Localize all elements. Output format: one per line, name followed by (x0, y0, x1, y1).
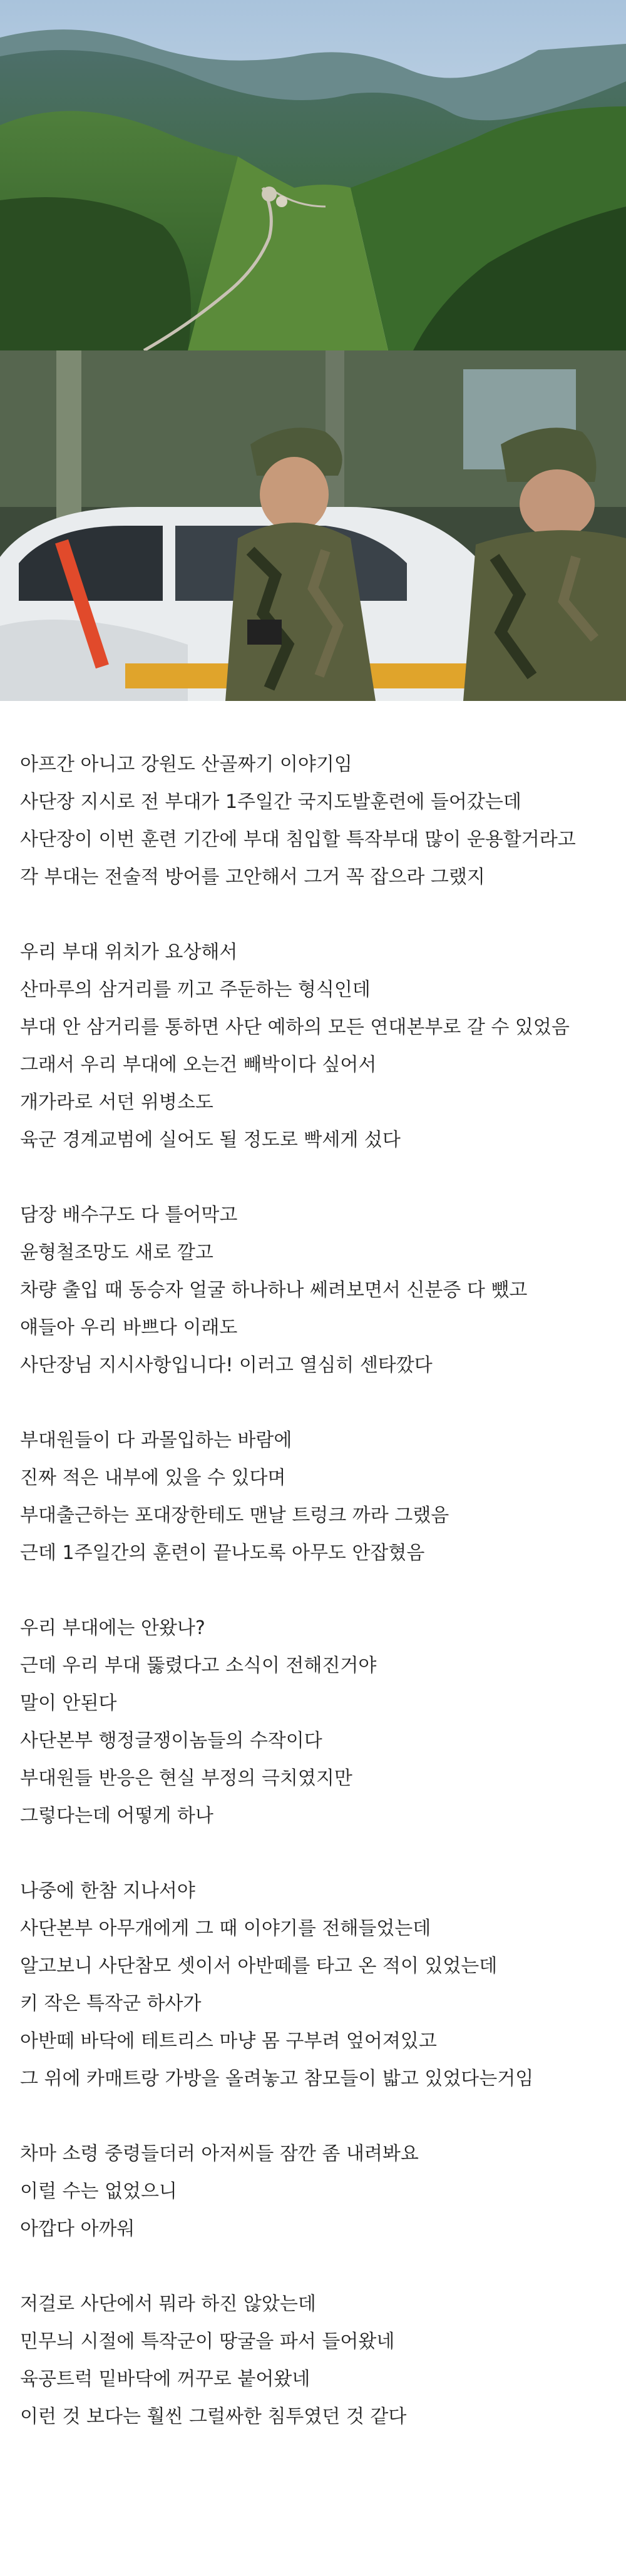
story-line: 진짜 적은 내부에 있을 수 있다며 (20, 1467, 286, 1489)
story-line: 윤형철조망도 새로 깔고 (20, 1242, 213, 1264)
story-paragraph (20, 1197, 606, 1384)
story-line: 아반떼 바닥에 테트리스 마냥 몸 구부려 엎어져있고 (20, 2030, 437, 2052)
story-paragraph (20, 1422, 606, 1572)
story-line: 우리 부대 위치가 요상해서 (20, 941, 238, 963)
story-line: 각 부대는 전술적 방어를 고안해서 그거 꼭 잡으라 그랬지 (20, 866, 485, 888)
story-paragraph (20, 2135, 606, 2248)
story-line: 말이 안된다 (20, 1692, 117, 1714)
story-paragraph (20, 746, 606, 896)
soldiers-checkpoint-illustration (0, 350, 626, 701)
story-line: 근데 1주일간의 훈련이 끝나도록 아무도 안잡혔음 (20, 1542, 425, 1564)
story-line: 산마루의 삼거리를 끼고 주둔하는 형식인데 (20, 979, 371, 1001)
story-line: 사단장님 지시사항입니다! 이러고 열심히 센타깠다 (20, 1354, 433, 1376)
story-line: 아프간 아니고 강원도 산골짜기 이야기임 (20, 754, 352, 775)
story-line: 부대원들이 다 과몰입하는 바람에 (20, 1429, 292, 1451)
story-line: 차량 출입 때 동승자 얼굴 하나하나 쎄려보면서 신분증 다 뺐고 (20, 1279, 528, 1301)
story-line: 사단본부 아무개에게 그 때 이야기를 전해들었는데 (20, 1918, 431, 1940)
story-line: 개가라로 서던 위병소도 (20, 1091, 213, 1113)
story-line: 부대출근하는 포대장한테도 맨날 트렁크 까라 그랬음 (20, 1505, 449, 1526)
story-line: 근데 우리 부대 뚫렸다고 소식이 전해진거야 (20, 1655, 377, 1677)
story-line: 그래서 우리 부대에 오는건 빼박이다 싶어서 (20, 1054, 377, 1076)
mountain-valley-photo (0, 0, 626, 350)
story-paragraph (20, 2286, 606, 2436)
story-line: 얘들아 우리 바쁘다 이래도 (20, 1317, 238, 1339)
soldiers-checkpoint-photo (0, 350, 626, 701)
story-line: 키 작은 특작군 하사가 (20, 1993, 202, 2015)
story-line: 그렇다는데 어떻게 하나 (20, 1805, 213, 1827)
story-line: 육공트럭 밑바닥에 꺼꾸로 붙어왔네 (20, 2368, 310, 2390)
story-line: 사단장이 이번 훈련 기간에 부대 침입할 특작부대 많이 운용할거라고 (20, 829, 576, 851)
mountain-valley-illustration (0, 0, 626, 350)
story-paragraph (20, 1610, 606, 1835)
story-line: 부대 안 삼거리를 통하면 사단 예하의 모든 연대본부로 갈 수 있었음 (20, 1016, 570, 1038)
story-line: 이런 것 보다는 훨씬 그럴싸한 침투였던 것 같다 (20, 2406, 407, 2428)
story-line: 알고보니 사단참모 셋이서 아반떼를 타고 온 적이 있었는데 (20, 1955, 498, 1977)
story-line: 우리 부대에는 안왔나? (20, 1617, 205, 1639)
story-line: 나중에 한참 지나서야 (20, 1880, 195, 1902)
story-line: 차마 소령 중령들더러 아저씨들 잠깐 좀 내려봐요 (20, 2143, 419, 2165)
story-line: 그 위에 카매트랑 가방을 올려놓고 참모들이 밟고 있었다는거임 (20, 2068, 534, 2090)
story-line: 사단본부 행정글쟁이놈들의 수작이다 (20, 1730, 322, 1752)
story-line: 민무늬 시절에 특작군이 땅굴을 파서 들어왔네 (20, 2331, 395, 2353)
story-line: 사단장 지시로 전 부대가 1주일간 국지도발훈련에 들어갔는데 (20, 791, 521, 813)
story-text (0, 701, 626, 2436)
story-paragraph (20, 1873, 606, 2098)
story-line: 이럴 수는 없었으니 (20, 2180, 177, 2202)
story-line: 육군 경계교범에 실어도 될 정도로 빡세게 섰다 (20, 1129, 401, 1151)
story-line: 아깝다 아까워 (20, 2218, 135, 2240)
story-line: 저걸로 사단에서 뭐라 하진 않았는데 (20, 2293, 316, 2315)
story-line: 부대원들 반응은 현실 부정의 극치였지만 (20, 1767, 352, 1789)
story-paragraph (20, 934, 606, 1159)
story-line: 담장 배수구도 다 틀어막고 (20, 1204, 238, 1226)
